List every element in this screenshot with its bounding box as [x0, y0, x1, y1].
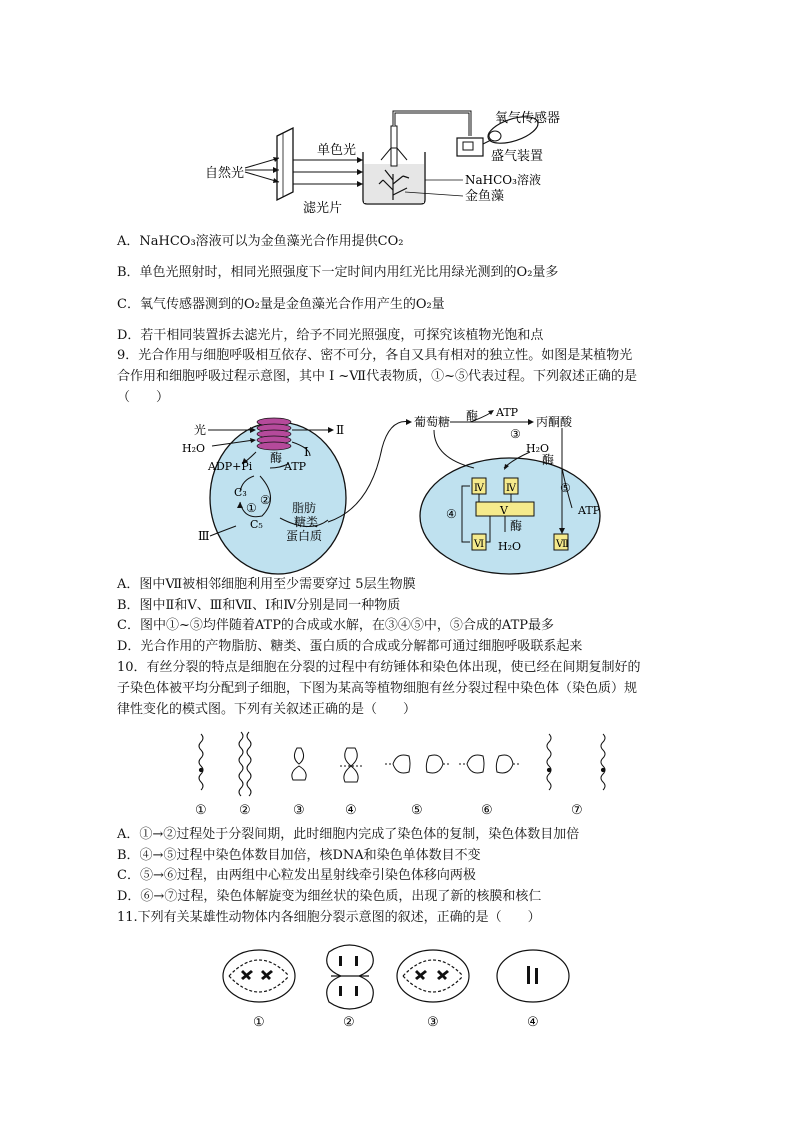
q9-cell-diagram [170, 408, 640, 576]
fig9-label-p4: ④ [446, 507, 457, 521]
fig9-label-enzyme2: 酶 [466, 409, 479, 423]
q8-option-c: C．氧气传感器测到的O₂量是金鱼藻光合作用产生的O₂量 [117, 297, 445, 312]
fig9-label-p5: ⑤ [560, 481, 571, 495]
q10-option-b: B．④→⑤过程中染色体数目加倍，核DNA和染色单体数目不变 [117, 848, 481, 863]
q11-cell-label-3: ③ [427, 1015, 439, 1030]
fig9-label-VII: Ⅶ [556, 539, 569, 550]
q10-stage-label-5: ⑤ [411, 803, 423, 818]
q8-option-a: A．NaHCO₃溶液可以为金鱼藻光合作用提供CO₂ [117, 234, 404, 249]
q10-chromosome-figure [185, 728, 625, 820]
label-plant: 金鱼藻 [465, 189, 505, 204]
fig9-label-p3: ③ [510, 427, 521, 441]
fig9-label-h2o2: H₂O [526, 442, 550, 455]
q11-cell-label-4: ④ [527, 1015, 539, 1030]
fig9-label-sugar: 糖类 [294, 515, 319, 529]
fig9-label-VI: Ⅵ [474, 539, 485, 550]
q10-stage-label-4: ④ [345, 803, 357, 818]
q8-option-d: D．若干相同装置拆去滤光片，给予不同光照强度，可探究该植物光饱和点 [117, 328, 544, 343]
q10-stem-line3: 律性变化的模式图。下列有关叙述正确的是（ ） [117, 702, 417, 717]
fig9-label-V: Ⅴ [500, 504, 508, 517]
filter-plate [277, 128, 293, 200]
q9-stem-line3: （ ） [117, 390, 170, 405]
fig9-label-atp2: ATP [496, 408, 519, 419]
label-filter: 滤光片 [303, 201, 343, 216]
fig9-label-adp: ADP+Pi [208, 460, 253, 473]
q10-option-d: D．⑥→⑦过程，染色体解旋变为细丝状的染色质，出现了新的核膜和核仁 [117, 889, 542, 904]
q8-apparatus-figure [195, 100, 595, 220]
q11-stem: 11.下列有关某雄性动物体内各细胞分裂示意图的叙述，正确的是（ ） [117, 910, 541, 925]
q10-stage-label-7: ⑦ [571, 803, 583, 818]
fig9-label-IV-b: Ⅳ [506, 483, 516, 494]
fig9-label-fat: 脂肪 [292, 501, 317, 515]
q8-option-b: B．单色光照射时，相同光照强度下一定时间内用红光比用绿光测到的O₂量多 [117, 265, 559, 280]
q11-cell-division-figure [215, 938, 585, 1030]
q9-option-a: A．图中Ⅶ被相邻细胞利用至少需要穿过 5层生物膜 [117, 577, 416, 592]
fig9-label-enzyme: 酶 [270, 451, 283, 465]
label-gas-container: 盛气装置 [491, 149, 544, 164]
q11-cell-label-1: ① [253, 1015, 265, 1030]
fig9-label-enzyme3: 酶 [542, 453, 555, 467]
q9-stem-line1: 9．光合作用与细胞呼吸相互依存、密不可分，各自又具有相对的独立性。如图是某植物光 [117, 348, 633, 363]
fig9-label-c5: C₅ [250, 518, 263, 531]
fig9-label-I: I [304, 445, 309, 459]
gas-container [457, 138, 483, 156]
label-oxygen-sensor: 氧气传感器 [495, 111, 561, 126]
q10-stage-label-1: ① [195, 803, 207, 818]
q10-option-c: C．⑤→⑥过程，由两组中心粒发出星射线牵引染色体移向两极 [117, 868, 476, 883]
fig9-label-atp3: ATP [578, 504, 601, 517]
label-mono-light: 单色光 [317, 143, 357, 158]
q9-option-b: B．图中Ⅱ和Ⅴ、Ⅲ和Ⅶ、Ⅰ和Ⅳ分别是同一种物质 [117, 598, 401, 613]
label-nahco3: NaHCO₃溶液 [465, 173, 541, 187]
fig9-label-protein: 蛋白质 [286, 529, 323, 543]
fig9-label-h2o: H₂O [182, 442, 206, 455]
fig9-label-IV-a: Ⅳ [474, 483, 484, 494]
q9-option-d: D．光合作用的产物脂肪、糖类、蛋白质的合成或分解都可通过细胞呼吸联系起来 [117, 639, 583, 654]
q10-option-a: A．①→②过程处于分裂间期，此时细胞内完成了染色体的复制，染色体数目加倍 [117, 827, 580, 842]
fig9-label-h2o3: H₂O [498, 540, 522, 553]
label-natural-light: 自然光 [205, 166, 245, 181]
grana-icon [257, 418, 291, 450]
q10-stage-label-2: ② [239, 803, 251, 818]
q10-stage-label-6: ⑥ [481, 803, 493, 818]
fig9-label-pyruvate: 丙酮酸 [536, 415, 573, 429]
fig9-label-p2: ② [260, 493, 271, 507]
fig9-label-light: 光 [194, 423, 207, 437]
q10-stem-line1: 10．有丝分裂的特点是细胞在分裂的过程中有纺锤体和染色体出现，使已经在间期复制好的 [117, 660, 641, 675]
fig9-label-atp: ATP [284, 460, 307, 473]
q10-stage-label-3: ③ [293, 803, 305, 818]
fig9-label-II: Ⅱ [336, 423, 345, 437]
fig9-label-c3: C₃ [234, 486, 247, 499]
fig9-label-glucose: 葡萄糖 [414, 415, 451, 429]
q9-option-c: C．图中①~⑤均伴随着ATP的合成或水解，在③④⑤中，⑤合成的ATP最多 [117, 618, 555, 633]
q10-stem-line2: 子染色体被平均分配到子细胞，下图为某高等植物细胞有丝分裂过程中染色体（染色质）规 [117, 681, 638, 696]
fig9-label-III: Ⅲ [198, 529, 210, 543]
fig9-label-enzyme4: 酶 [510, 519, 523, 533]
q9-stem-line2: 合作用和细胞呼吸过程示意图，其中 I ~Ⅶ代表物质，①~⑤代表过程。下列叙述正确的是 [117, 369, 637, 384]
q11-cell-label-2: ② [343, 1015, 355, 1030]
fig9-label-p1: ① [246, 501, 257, 515]
